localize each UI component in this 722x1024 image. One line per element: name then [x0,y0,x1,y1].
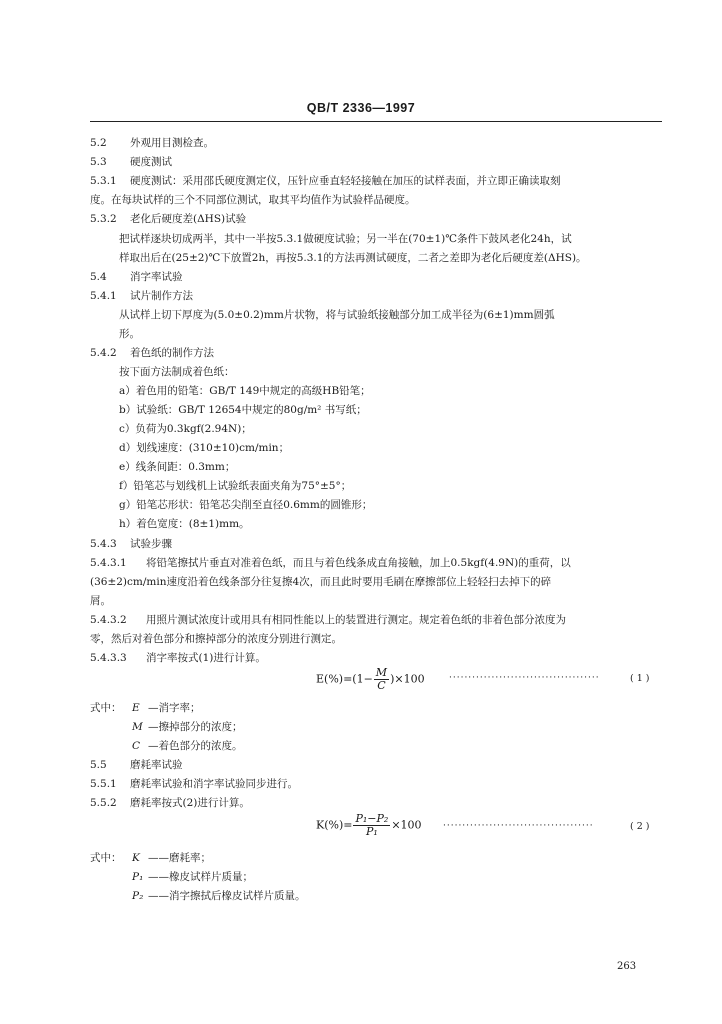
line-text: 用照片测试浓度计或用具有相同性能以上的装置进行测定。规定着色纸的非着色部分浓度为 [146,614,566,626]
section-number: 5.4.3.1 [90,557,127,569]
text-line [90,270,183,284]
formula-1-tag: ( 1 ) [630,673,650,684]
legend-symbol: M [132,721,143,733]
formula-2-rhs: ×100 [391,818,422,832]
line-text: 消字率试验 [130,271,183,283]
text-line [119,403,367,417]
line-text: g）铅笔芯形状：铅笔芯尖削至直径0.6mm的圆锥形； [119,499,373,511]
line-text: h）着色宽度：(8±1)mm。 [119,518,250,530]
legend-description: —擦掉部分的浓度； [148,721,243,733]
text-line [90,136,214,150]
text-line [90,651,266,665]
text-line [90,556,571,570]
section-number: 5.4.1 [90,290,117,302]
legend-description: —消字率； [148,702,201,714]
section-number: 5.3.2 [90,213,117,225]
line-text: 消字率按式(1)进行计算。 [146,652,266,664]
text-line [119,232,572,246]
formula-2-tag: ( 2 ) [630,821,650,832]
line-text: (36±2)cm/min速度沿着色线条部分往复擦4次，而且此时要用毛刷在摩擦部位上轻轻扫去掉下的碎 [90,576,552,588]
formula-1-leader: ······································· [449,673,600,683]
formula-2-fraction [353,813,390,838]
text-line [90,346,214,360]
section-number: 5.2 [90,137,107,149]
text-line [90,613,566,627]
text-line [90,594,111,608]
text-line [90,758,183,772]
line-text: 磨耗率试验 [130,759,183,771]
legend-symbol: P₁ [132,871,144,883]
section-number: 5.4.3.3 [90,652,127,664]
text-line [119,479,351,493]
text-line [90,796,250,810]
formula-2-denominator: P₁ [366,825,378,838]
legend-row [90,701,201,715]
legend-row [90,870,253,884]
line-text: 硬度测试 [130,156,172,168]
line-text: 老化后硬度差(ΔHS)试验 [130,213,247,225]
section-number: 5.4.3 [90,538,117,550]
legend-row [90,739,243,753]
line-text: 硬度测试：采用邵氏硬度测定仪，压针应垂直轻轻接触在加压的试样表面，并立即正确读取刻 [130,175,561,187]
text-line [119,460,235,474]
section-number: 5.4.2 [90,347,117,359]
line-text: 磨耗率试验和消字率试验同步进行。 [130,778,298,790]
line-text: 样取出后在(25±2)℃下放置2h，再按5.3.1的方法再测试硬度，二者之差即为老化后硬度差(ΔHS)。 [119,252,587,264]
legend-label: 式中： [90,852,122,864]
legend-description: ——橡皮试样片质量； [148,871,253,883]
text-line [90,575,551,589]
line-text: f）铅笔芯与划线机上试验纸表面夹角为75°±5°； [119,480,352,492]
legend-description: ——磨耗率； [148,852,211,864]
formula-2-lhs: K(%)= [316,818,353,832]
header-rule [90,121,662,122]
line-text: 试验步骤 [130,538,172,550]
formula-1 [316,667,425,692]
legend-description: ——消字擦拭后橡皮试样片质量。 [148,890,306,902]
formula-1-lhs: E(%)=(1− [316,672,373,686]
legend-description: —着色部分的浓度。 [148,740,243,752]
formula-1-numerator: M [375,666,388,679]
line-text: 外观用目测检查。 [130,137,214,149]
text-line [119,498,372,512]
text-line [119,441,289,455]
formula-1-rhs: )×100 [390,672,425,686]
text-line [90,777,298,791]
text-line [119,384,371,398]
text-line [119,251,587,265]
line-text: e）线条间距：0.3mm； [119,461,236,473]
formula-1-fraction [374,667,389,692]
line-text: 把试样逐块切成两半，其中一半按5.3.1做硬度试验；另一半在(70±1)℃条件下鼓风老化24h，试 [119,233,572,245]
text-line [90,155,172,169]
line-text: 按下面方法制成着色纸： [119,366,235,378]
line-text: a）着色用的铅笔：GB/T 149中规定的高级HB铅笔； [119,385,371,397]
text-line [119,422,252,436]
line-text: 度。在每块试样的三个不同部位测试，取其平均值作为试验样品硬度。 [90,194,416,206]
formula-2-numerator: P₁−P₂ [355,812,389,825]
section-number: 5.3.1 [90,175,117,187]
legend-symbol: K [132,852,140,864]
text-line [90,174,561,188]
line-text: 从试样上切下厚度为(5.0±0.2)mm片状物，将与试验纸接触部分加工成半径为(6±1)mm圆弧 [119,309,555,321]
text-line [90,212,246,226]
legend-row [90,889,306,903]
legend-symbol: E [132,702,140,714]
line-text: b）试验纸：GB/T 12654中规定的80g/m² 书写纸； [119,404,367,416]
line-text: c）负荷为0.3kgf(2.94N)； [119,423,252,435]
section-number: 5.4 [90,271,107,283]
formula-1-denominator: C [377,679,386,692]
text-line [90,193,416,207]
line-text: d）划线速度：(310±10)cm/min； [119,442,290,454]
section-number: 5.5.2 [90,797,117,809]
text-line [119,308,555,322]
text-line [90,537,172,551]
legend-row [90,851,211,865]
section-number: 5.3 [90,156,107,168]
line-text: 试片制作方法 [130,290,193,302]
formula-2-leader: ······································· [443,821,594,831]
text-line [119,517,250,531]
line-text: 屑。 [90,595,111,607]
standard-header: QB/T 2336—1997 [306,101,416,115]
line-text: 零，然后对着色部分和擦掉部分的浓度分别进行测定。 [90,633,342,645]
section-number: 5.4.3.2 [90,614,127,626]
section-number: 5.5 [90,759,107,771]
line-text: 磨耗率按式(2)进行计算。 [130,797,250,809]
line-text: 形。 [119,328,140,340]
section-number: 5.5.1 [90,778,117,790]
page-number: 263 [617,961,637,972]
legend-symbol: P₂ [132,890,144,902]
text-line [90,289,193,303]
line-text: 将铅笔擦拭片垂直对准着色纸，而且与着色线条成直角接触，加上0.5kgf(4.9N)的重荷，以 [146,557,571,569]
legend-row [90,720,243,734]
formula-2 [316,813,422,838]
legend-symbol: C [132,740,141,752]
text-line [119,327,140,341]
text-line [90,632,342,646]
legend-label: 式中： [90,702,122,714]
line-text: 着色纸的制作方法 [130,347,214,359]
text-line [119,365,235,379]
